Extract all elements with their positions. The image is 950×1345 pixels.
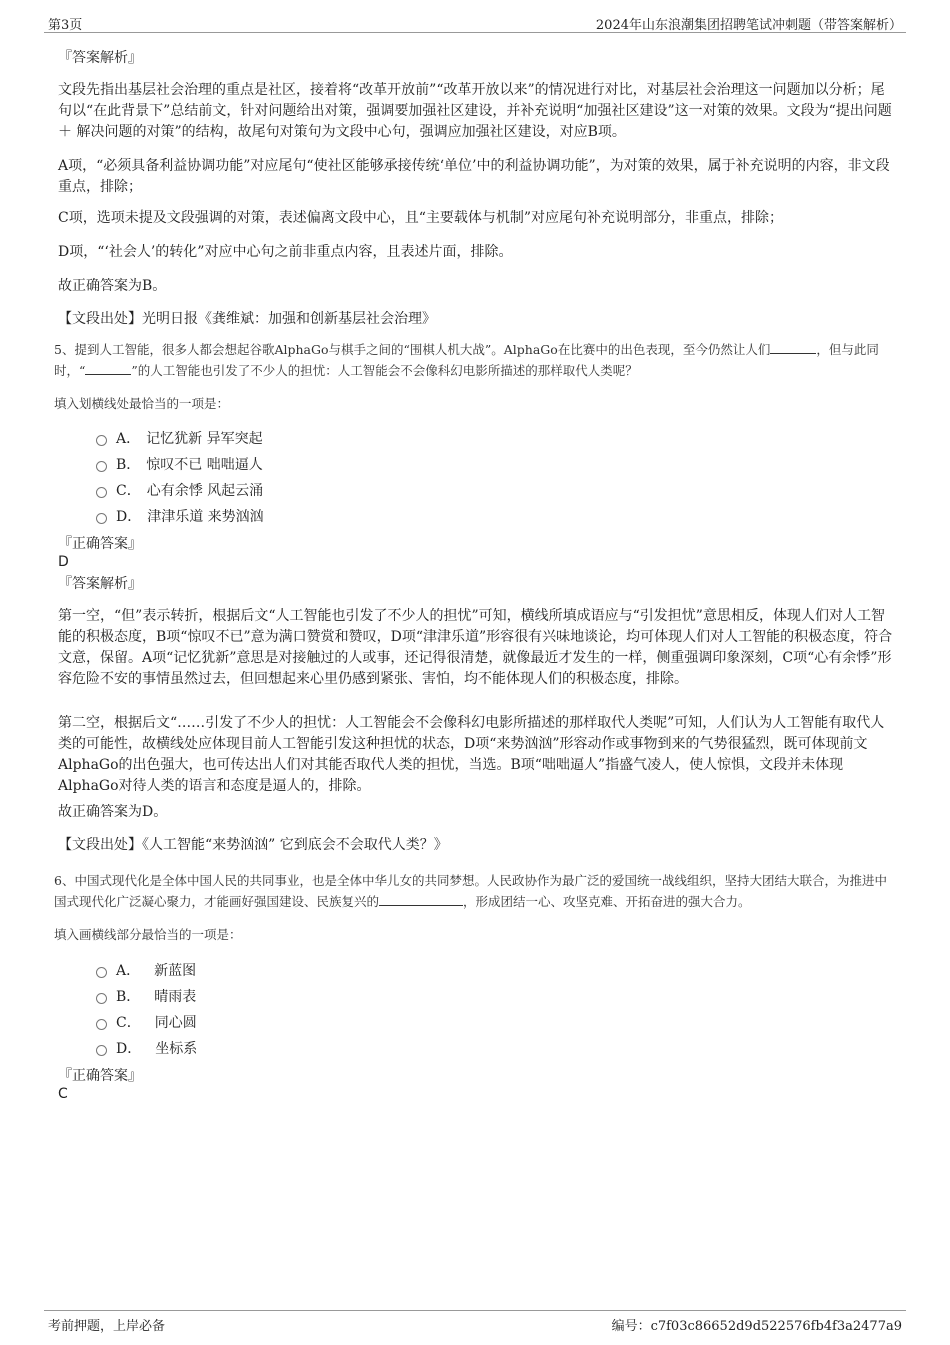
option-text: 新蓝图 bbox=[154, 963, 197, 979]
q5-stem-part-c: ”的人工智能也引发了不少人的担忧：人工智能会不会像科幻电影所描述的那样取代人类呢？ bbox=[131, 363, 638, 378]
q5-source: 【文段出处】《人工智能“来势汹汹” 它到底会不会取代人类？》 bbox=[58, 837, 448, 853]
footer-slogan: 考前押题，上岸必备 bbox=[48, 1319, 166, 1334]
q6-blank bbox=[379, 893, 463, 906]
option-key: C． bbox=[116, 483, 141, 499]
radio-icon[interactable] bbox=[96, 1019, 107, 1030]
option-text: 坐标系 bbox=[155, 1041, 198, 1057]
option-text: 记忆犹新 异军突起 bbox=[146, 431, 263, 447]
option-key: D． bbox=[116, 1041, 142, 1057]
radio-icon[interactable] bbox=[96, 993, 107, 1004]
q4-analysis-para2: A项，“必须具备利益协调功能”对应尾句“使社区能够承接传统‘单位’中的利益协调功能”，为对策的效果，属于补充说明的内容，非文段重点，排除； bbox=[58, 158, 890, 195]
q6-prompt: 填入画横线部分最恰当的一项是： bbox=[54, 927, 242, 942]
option-key: A． bbox=[116, 431, 141, 447]
option-text: 心有余悸 风起云涌 bbox=[146, 483, 264, 499]
document-id: 编号：c7f03c86652d9d522576fb4f3a2477a9 bbox=[611, 1319, 902, 1334]
q4-analysis-para1: 文段先指出基层社会治理的重点是社区，接着将“改革开放前”“改革开放以来”的情况进行对比，对基层社会治理这一问题加以分析；尾句以“在此背景下”总结前文，针对问题给出对策，强调要加强社区建设，并补充说明“加强社区建设”这一对策的效果。文段为“提出问题 ＋ 解决问题的对策”的结构，故尾句对策句为文段中心句，强调应加强社区建设，对应B项。 bbox=[58, 82, 892, 140]
page-header bbox=[44, 12, 906, 33]
q4-analysis-label: 『答案解析』 bbox=[58, 50, 142, 66]
q5-blank-2 bbox=[85, 362, 131, 375]
q5-blank-1 bbox=[770, 341, 816, 354]
q5-option-a[interactable] bbox=[96, 428, 263, 448]
q5-stem bbox=[54, 339, 894, 381]
q5-correct-answer: D bbox=[58, 554, 69, 570]
option-key: D． bbox=[116, 509, 142, 525]
q4-conclusion: 故正确答案为B。 bbox=[58, 278, 167, 294]
q4-source: 【文段出处】光明日报《龚维斌：加强和创新基层社会治理》 bbox=[58, 311, 436, 327]
radio-icon[interactable] bbox=[96, 461, 107, 472]
q6-stem bbox=[54, 870, 894, 912]
radio-icon[interactable] bbox=[96, 967, 107, 978]
q5-correct-label: 『正确答案』 bbox=[58, 536, 142, 552]
q5-prompt: 填入划横线处最恰当的一项是： bbox=[54, 396, 230, 411]
q6-stem-part-b: ，形成团结一心、攻坚克难、开拓奋进的强大合力。 bbox=[463, 894, 751, 909]
q5-analysis-label: 『答案解析』 bbox=[58, 576, 142, 592]
q4-analysis-para3: C项，选项未提及文段强调的对策，表述偏离文段中心，且“主要载体与机制”对应尾句补充说明部分，非重点，排除； bbox=[58, 210, 784, 226]
page-number: 第3页 bbox=[48, 18, 83, 33]
q6-correct-answer: C bbox=[58, 1086, 68, 1102]
q4-analysis-para4: D项，“‘社会人’的转化”对应中心句之前非重点内容，且表述片面，排除。 bbox=[58, 244, 513, 260]
option-key: B． bbox=[116, 457, 141, 473]
q6-option-b[interactable] bbox=[96, 986, 196, 1006]
option-text: 晴雨表 bbox=[154, 989, 197, 1005]
q5-stem-part-a: 5、提到人工智能，很多人都会想起谷歌AlphaGo与棋手之间的“围棋人机大战”。AlphaGo在比赛中的出色表现，至今仍然让人们 bbox=[54, 342, 771, 357]
option-text: 惊叹不已 咄咄逼人 bbox=[146, 457, 263, 473]
radio-icon[interactable] bbox=[96, 435, 107, 446]
option-text: 同心圆 bbox=[154, 1015, 197, 1031]
q6-option-d[interactable] bbox=[96, 1038, 197, 1058]
option-text: 津津乐道 来势汹汹 bbox=[147, 509, 264, 525]
q5-conclusion: 故正确答案为D。 bbox=[58, 804, 168, 820]
option-key: B． bbox=[116, 989, 141, 1005]
page-footer bbox=[44, 1310, 906, 1339]
q5-analysis-para1: 第一空，“但”表示转折，根据后文“人工智能也引发了不少人的担忧”可知，横线所填成语应与“引发担忧”意思相反，体现人们对人工智能的积极态度，B项“惊叹不已”意为满口赞赏和赞叹，D项“津津乐道”形容很有兴味地谈论，均可体现人们对人工智能的积极态度，符合文意，保留。A项“记忆犹新”意思是对接触过的人或事，还记得很清楚，就像最近才发生的一样，侧重强调印象深刻，C项“心有余悸”形容危险不安的事情虽然过去，但回想起来心里仍感到紧张、害怕，均不能体现人们的积极态度，排除。 bbox=[58, 608, 893, 687]
q5-stem-part-b: ，但与此同时，“ bbox=[54, 342, 879, 378]
q6-stem-part-a: 6、中国式现代化是全体中国人民的共同事业，也是全体中华儿女的共同梦想。人民政协作为最广泛的爱国统一战线组织，坚持大团结大联合，为推进中国式现代化广泛凝心聚力，才能画好强国建设、民族复兴的 bbox=[54, 873, 887, 909]
q5-option-d[interactable] bbox=[96, 506, 264, 526]
radio-icon[interactable] bbox=[96, 513, 107, 524]
radio-icon[interactable] bbox=[96, 487, 107, 498]
q5-option-b[interactable] bbox=[96, 454, 263, 474]
option-key: C． bbox=[116, 1015, 141, 1031]
q5-option-c[interactable] bbox=[96, 480, 263, 500]
option-key: A． bbox=[116, 963, 141, 979]
document-title: 2024年山东浪潮集团招聘笔试冲刺题（带答案解析） bbox=[595, 18, 902, 33]
q6-option-a[interactable] bbox=[96, 960, 196, 980]
q6-option-c[interactable] bbox=[96, 1012, 197, 1032]
q5-analysis-para2: 第二空，根据后文“……引发了不少人的担忧：人工智能会不会像科幻电影所描述的那样取代人类呢”可知，人们认为人工智能有取代人类的可能性，故横线处应体现目前人工智能引发这种担忧的状态，D项“来势汹汹”形容动作或事物到来的气势很猛烈，既可体现前文AlphaGo的出色强大，也可传达出人们对其能否取代人类的担忧，当选。B项“咄咄逼人”指盛气凌人，使人惊惧，文段并未体现AlphaGo对待人类的语言和态度是逼人的，排除。 bbox=[58, 715, 885, 794]
radio-icon[interactable] bbox=[96, 1045, 107, 1056]
q6-correct-label: 『正确答案』 bbox=[58, 1068, 142, 1084]
